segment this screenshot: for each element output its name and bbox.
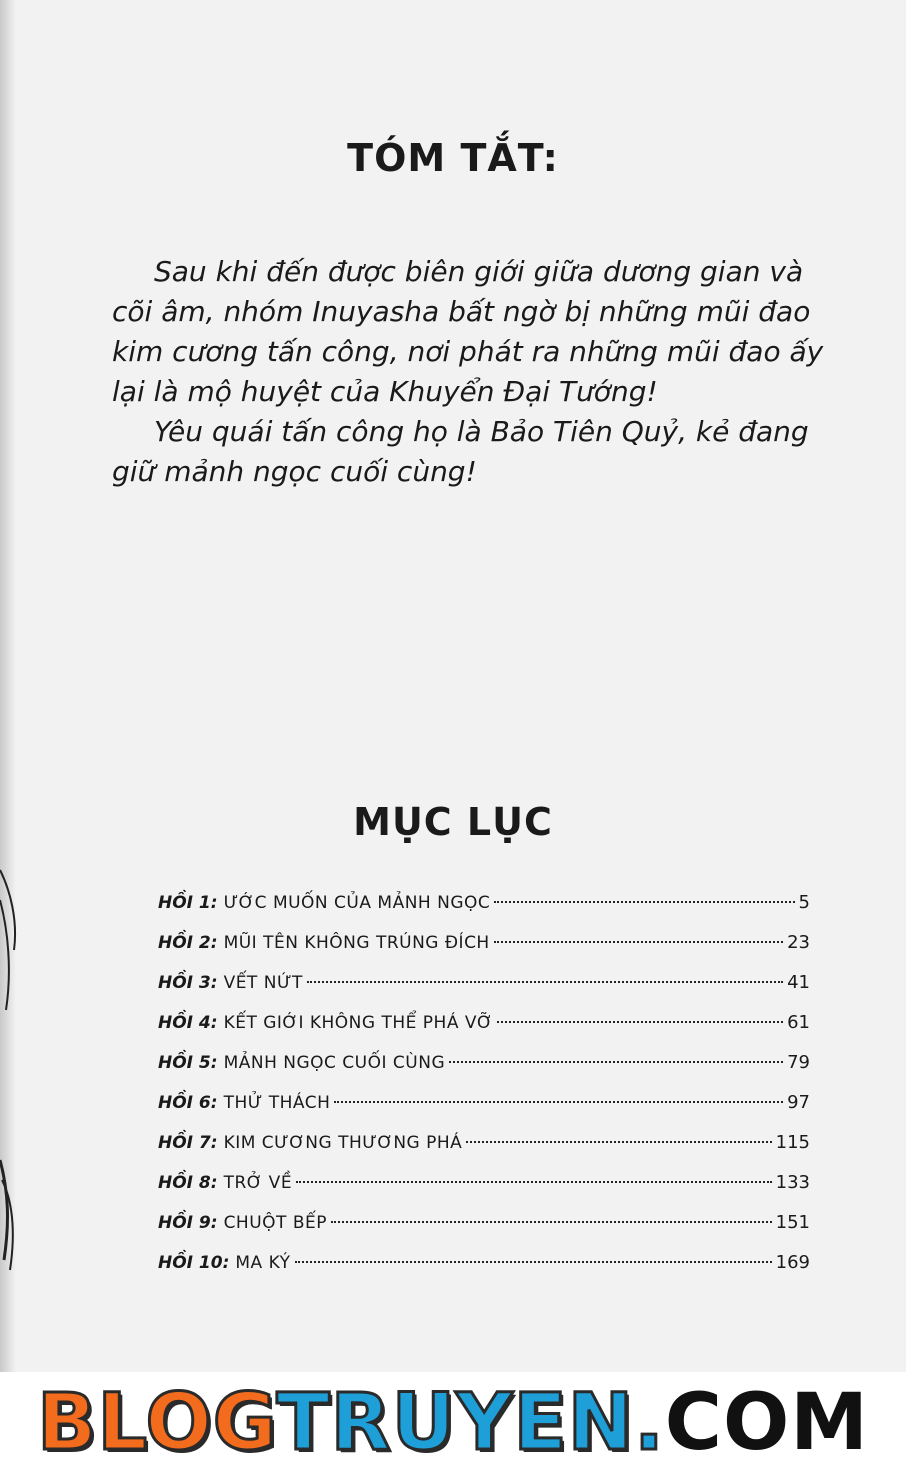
- toc-page-number: 61: [787, 1012, 810, 1033]
- toc-leader-dots: [296, 1181, 772, 1183]
- watermark-blog: BLOG: [37, 1378, 277, 1468]
- toc-leader-dots: [497, 1021, 783, 1023]
- toc-chapter-label: HỒI 5:: [158, 1053, 218, 1073]
- toc-chapter-label: HỒI 7:: [158, 1133, 218, 1153]
- toc-leader-dots: [307, 981, 783, 983]
- toc-entry: [158, 1048, 810, 1088]
- toc-entry: [158, 928, 810, 968]
- toc-page-number: 133: [775, 1172, 810, 1193]
- toc-page-number: 5: [798, 892, 810, 913]
- toc-leader-dots: [295, 1261, 772, 1263]
- toc-title: MỤC LỤC: [353, 800, 553, 844]
- toc-chapter-label: HỒI 4:: [158, 1013, 218, 1033]
- toc-chapter-name: TRỞ VỀ: [223, 1173, 293, 1193]
- watermark-banner: [0, 1372, 906, 1474]
- toc-chapter-name: KẾT GIỚI KHÔNG THỂ PHÁ VỠ: [223, 1013, 494, 1033]
- toc-chapter-name: KIM CƯƠNG THƯƠNG PHÁ: [223, 1133, 463, 1153]
- toc-chapter-name: MẢNH NGỌC CUỐI CÙNG: [223, 1053, 446, 1073]
- toc-entry: [158, 1168, 810, 1208]
- toc-entry: [158, 888, 810, 928]
- toc-page-number: 79: [787, 1052, 810, 1073]
- toc-chapter-name: VẾT NỨT: [223, 973, 303, 993]
- toc-page-number: 151: [775, 1212, 810, 1233]
- watermark-truyen: TRUYEN: [276, 1378, 635, 1468]
- toc-page-number: 97: [787, 1092, 810, 1113]
- table-of-contents: [158, 888, 810, 1288]
- watermark-dot: .: [634, 1378, 665, 1468]
- watermark-logo: [0, 1380, 906, 1466]
- toc-leader-dots: [449, 1061, 783, 1063]
- toc-leader-dots: [331, 1221, 772, 1223]
- toc-chapter-name: CHUỘT BẾP: [223, 1213, 327, 1233]
- toc-entry: [158, 1128, 810, 1168]
- toc-leader-dots: [466, 1141, 771, 1143]
- toc-entry: [158, 1208, 810, 1248]
- toc-leader-dots: [494, 901, 794, 903]
- toc-entry: [158, 968, 810, 1008]
- toc-chapter-label: HỒI 1:: [158, 893, 218, 913]
- toc-chapter-label: HỒI 3:: [158, 973, 218, 993]
- toc-page-number: 115: [775, 1132, 810, 1153]
- toc-page-number: 41: [787, 972, 810, 993]
- toc-chapter-label: HỒI 10:: [158, 1253, 230, 1273]
- toc-chapter-name: THỬ THÁCH: [223, 1093, 331, 1113]
- edge-artwork-fragment: [0, 860, 30, 1280]
- toc-page-number: 169: [775, 1252, 810, 1273]
- toc-entry: [158, 1008, 810, 1048]
- summary-title: TÓM TẮT:: [347, 136, 559, 180]
- toc-chapter-label: HỒI 2:: [158, 933, 218, 953]
- summary-paragraph: Yêu quái tấn công họ là Bảo Tiên Quỷ, kẻ đang giữ mảnh ngọc cuối cùng!: [112, 415, 809, 488]
- toc-leader-dots: [334, 1101, 783, 1103]
- toc-page-number: 23: [787, 932, 810, 953]
- toc-entry: [158, 1088, 810, 1128]
- toc-leader-dots: [494, 941, 783, 943]
- toc-chapter-label: HỒI 8:: [158, 1173, 218, 1193]
- watermark-com: COM: [664, 1378, 869, 1468]
- summary-paragraph: Sau khi đến được biên giới giữa dương gian và cõi âm, nhóm Inuyasha bất ngờ bị những mũi đao kim cương tấn công, nơi phát ra những mũi đao ấy lại là mộ huyệt của Khuyển Đại Tướng!: [112, 255, 824, 408]
- toc-chapter-label: HỒI 6:: [158, 1093, 218, 1113]
- summary-text: [112, 252, 824, 492]
- toc-entry: [158, 1248, 810, 1288]
- toc-chapter-name: MŨI TÊN KHÔNG TRÚNG ĐÍCH: [223, 933, 490, 953]
- toc-chapter-name: ƯỚC MUỐN CỦA MẢNH NGỌC: [223, 893, 491, 913]
- toc-chapter-label: HỒI 9:: [158, 1213, 218, 1233]
- toc-chapter-name: MA KÝ: [235, 1253, 291, 1273]
